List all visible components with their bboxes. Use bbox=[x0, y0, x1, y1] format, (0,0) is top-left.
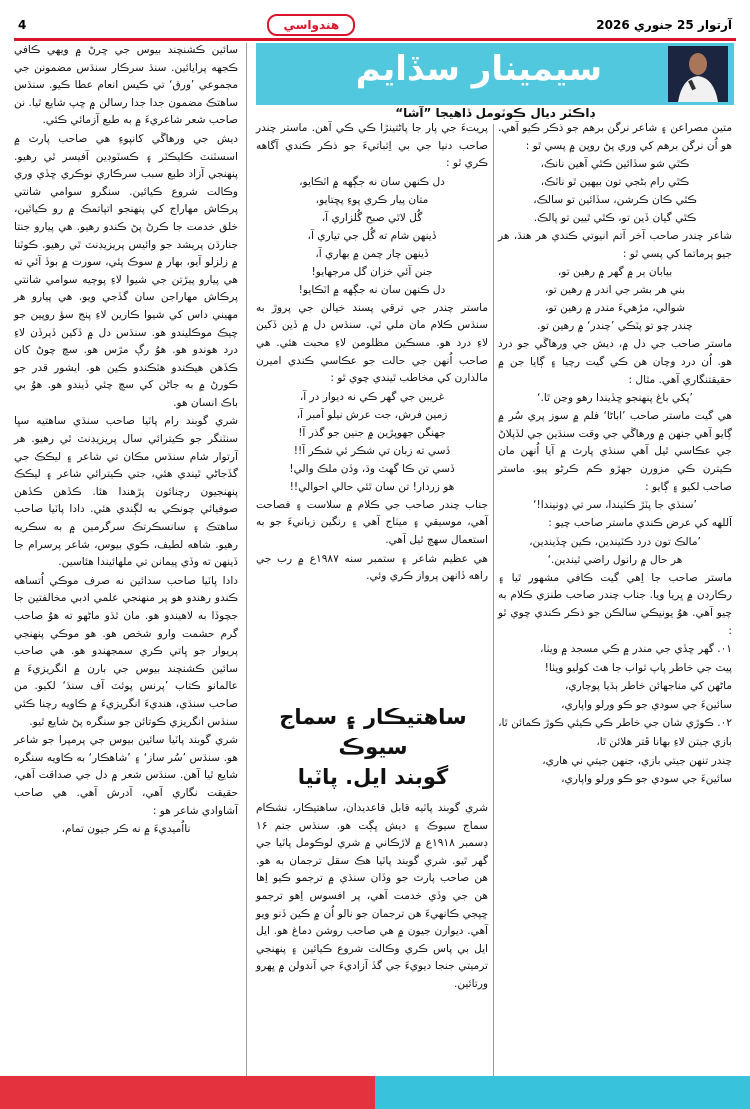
column-right bbox=[498, 120, 732, 790]
verse-line: ڪٿي رام بڻجي تون بيهين ٿو ناٽڪ، bbox=[540, 176, 690, 189]
paragraph: شاعر چندر صاحب آخر آتم انيوتي ڪندي هر هنڌ، هر جيو پرماتما کي پسي ٿو : bbox=[498, 230, 732, 260]
verse-line: دل ڪنهن سان نه جڳهه ۾ اٽڪايو! bbox=[298, 283, 446, 296]
header-rule bbox=[14, 38, 736, 41]
paragraph: ماستر چندر جي ترقي پسند خيالن جي پروڙ به سنڌس ڪلام مان ملي ٿي. سنڌس دل ۾ ڏين ڏکين لاءِ درد هو. مسڪين مظلومن لاءِ محبت هئي. هي صاحب اُنهن جي حالت جو عڪاسي ڪندي اميرن مالدارن کي مخاطب ٿيندي چوي ٿو : bbox=[256, 301, 488, 385]
verse-line: دل ڪنهن سان نه جڳهه ۾ اٽڪايو، bbox=[299, 175, 445, 188]
article-title: سيمينار سڏايم bbox=[355, 49, 602, 89]
paragraph: اَللهه کي عرض ڪندي ماستر صاحب چيو : bbox=[548, 517, 732, 530]
verse-line: بازي جيتن لاءِ بهانا ڦتر هلائن ٿا، bbox=[596, 736, 732, 749]
verse-line: شوالي، مڙهيءَ مندر ۾ رهين تو، bbox=[544, 302, 686, 315]
verse-line: ماڻهن کي مناجهائن خاطر ٻڌيا پوڄاري، bbox=[564, 680, 732, 693]
verse-line: هر حال ۾ رانول راضي ٿيندين.‘ bbox=[547, 553, 683, 566]
paragraph: شري گوبند پاٽيه قابل قاعديدان، ساهتيڪار، نشڪام سماج سيوڪ ۽ ديش ڀڳت هو. سنڌس جنم ۱۶ ڊسمبر ۱۹۱۸ع ۾ لاڙڪاني ۾ شري لوڪومل پاٽيا جي گهر ٿيو. شري گوبند پاٽيا هڪ سقل ترجمان به هو. هن صاحب پارٽ جو وڏان سنڌي ۾ ترجمو ڪيو اِها هن جي وڏي خدمت آهي، پر افسوس اِهو ترجمو ڇپجي ڪانهيءَ هن ترجمان جو نالو اُن ۾ ڪين ڏنو ويو آهي. ديوارن جيون ۾ هي صاحب روشن دماغ هو. ايل ايل بي پاس ڪري وڪالت شروع ڪيائين ۽ پنهنجي ترميتي جنجا ديويءَ جي گڏ آزاديءَ جي آندولن ۾ ڀهرو ورتائين. bbox=[256, 802, 488, 990]
verse-line: چندر چو تو پٽڪي ’چندر‘ ۾ رهين تو. bbox=[537, 320, 693, 333]
verse-line: بيابان ٻر ۾ گهر ۾ رهين تو، bbox=[557, 266, 673, 279]
verse-line: هو زردار! تن سان ٿئي حالي احوالي!! bbox=[289, 480, 455, 493]
column-left bbox=[14, 42, 238, 839]
paragraph: شري گوبند پاٽيا سائين بيوس جي پرمپرا جو شاعر هو. سنڌس ’سُر ساز‘ ۽ ’شاهڪار‘ به ڪاويه سنگره شايع ٿيا آهن. سنڌس شعر ۾ دل جي صداقت آهي، حقيقت نگاري آهي، آدرش آهي. هي صاحب آشاوادي شاعر هو : bbox=[14, 734, 238, 817]
verse-line: ’پکي باغ پنهنجو ڇڏيندا رهو وڃن ٿا.‘ bbox=[537, 392, 693, 405]
article-byline: ڊاڪٽر ديال ڪوٽومل ڏاهيجا ”آشا“ bbox=[395, 106, 595, 120]
paragraph: جناب چندر صاحب جي ڪلام ۾ سلاست ۽ فصاحت آهي، موسيقي ۽ ميٺاج آهي ۽ رنگين زبانيءَ جو به استعمال سهڄ ٿيل آهي. bbox=[256, 498, 488, 546]
verse-line: جهنگن جهوپڙين ۾ جنين جو گذر آ! bbox=[298, 426, 446, 439]
masthead-logo: هندواسي bbox=[267, 14, 355, 36]
verse-line: ڏسي ته زبان تي شڪر ئي شڪر آ!! bbox=[293, 444, 451, 457]
verse-line: ۰۲. ڪوڙي شان جي خاطر ڪي ڪيئي ڪوڙ ڪمائن ٿا، bbox=[498, 717, 732, 730]
verse-line: ’مالڪ تون درد ڪٽيندين، ڪين ڇڏيندين، bbox=[529, 535, 701, 548]
verse-line: ڪٿي گيان ڏين تو، ڪٿي ٿيين تو پالڪ. bbox=[533, 212, 697, 225]
footer-bar bbox=[0, 1076, 750, 1109]
verse-line: بني هر بشر جي اندر ۾ رهين تو، bbox=[544, 284, 686, 297]
verse-line: غريبن جي گهر ڪي نه ديوار در آ، bbox=[299, 390, 445, 403]
paragraph: شري گوبند رام پاٽيا صاحب سنڌي ساهتيه سڀا سنٽنگر جو ڪيترائي سال پريزيڊنٽ ٿي رهيو. هر آرتوار شام سنڌس مڪان تي شاعر ۽ ليڪڪ جي گڏجاڻي ٿيندي هئي، جتي ڪيترائي شاعر ۽ ليڪڪ پنهنجيون رچنائون پڙهندا هئا. ڪڏهن ڪڏهن صوفيائي چونڪي به لڳندي هئي. دادا پاٽيا صاحب ساهتڪ ۽ سانسڪرتڪ سرگرمين ۾ به سڪريه رهيو. شاهه لطيف، ڪوي بيوس، شاعر پرسرام جا ڏينهن ته وڏي پيمانن تي ملهائيندا هئاسين. bbox=[14, 415, 238, 569]
paragraph: پريتءَ جي پار جا پاڻتينڙا ڪي ڪي آهن. ماستر چندر صاحب دنيا جي بي اِثباتيءَ جو ذڪر ڪندي آگاهه ڪري ٿو : bbox=[256, 122, 488, 170]
verse-line: ڏينهن چار چمن ۾ بهاري آ، bbox=[315, 247, 429, 260]
paragraph: هي گيت ماستر صاحب ’اباڻا‘ فلم ۾ سوز پري سُر ۾ ڳايو آهي جنهن ۾ ورهاڱي جي وقت سنڌين جي لڏپلاڻ جي عڪاسي ٿيل آهي سنڌي پارٽ ۾ آيا اُنهن مان ڪيترن ڪي مزورن جهڙو ڪم ڪرڻو پيو. ماستر صاحب لکيو ۽ ڳايو : bbox=[498, 410, 732, 493]
paragraph: سائين ڪشنچند بيوس جي ڇرڻ ۾ ويهي ڪافي ڪجهه پرايائين. سنڌ سرڪار سنڌس مضمونن جي مجموعي ’ورق‘ تي ڪيس انعام عطا ڪيو. سنڌس ساهتڪ مضمون جدا جدا رسالن ۾ ڇپ شايع ٿيا. نن صاحب شعر شاعريءَ ۾ به طبع آزمائي ڪئي. bbox=[14, 44, 238, 127]
top-bar bbox=[14, 14, 736, 36]
paragraph: ماستر صاحب جا اِهي گيت ڪافي مشهور ٿيا ۽ رڪارڊن ۾ ڀريا ويا. جناب چندر صاحب طنزي ڪلام به چيو آهي. هوُ يونيڪي سالڪن جو ذڪر ڪندي چوي ٿو : bbox=[498, 571, 732, 637]
subarticle-heading-line: ساهتيڪار ۽ سماج bbox=[279, 705, 467, 729]
paragraph: هي عظيم شاعر ۽ ستمبر سنه ۱۹۸۷ع ۾ رب جي راهه ڏانهن پرواز ڪري وئي. bbox=[256, 552, 488, 583]
verse-line: ڏسي تن ڪا گهٽ وڌ، وڏن ملڪ والي! bbox=[289, 462, 455, 475]
article-banner bbox=[256, 43, 734, 105]
column-middle-lower bbox=[256, 800, 488, 995]
paragraph: ديش جي ورهاڱي کانپوءِ هي صاحب پارٽ ۾ اسسٽنٽ ڪليڪٽر ۽ ڪسٽوڊين آفيسر ٿي رهيو. پنهنجي آزاد طبع سبب سرڪاري نوڪري ڇڏي وري وڪالت شروع ڪيائين. سنگرو سوامي شانتي پرڪاش مهاراج کي پنهنجو اتپاتمڪ ۾ رو ڪيائين، خلق خدمت جا ڪرڻ پڻ ڪندو رهيو. هي پيارو جنتا جنارڌن پريشد جو وائيس پريزيڊنٽ ٿي رهيو. ڪوٽنا ۾ زلزلو آيو، بهار ۾ سوڪ پئي، سورت ۾ بوڏ آئي ته هي پيارو پيڙتن جي شيوا لاءِ پوڄيه سوامي شانتي پرڪاش مهاراجن سان گڏجي ويو. هي پيارو هر مهيني داس کي شيوا ڪارين لاءِ پنج سؤ روپين جو چيڪ موڪليندو هو. سنڌس دل ۾ ڏکين ڏيرڏن لاءِ درد هوندو هو. هوُ رڳ مڙس هو. سچ چوڻ کان ڪڏهن هيڪندو هٽڪندو ڪين هو. ايشور قدر جو ڪورڻ ۾ به جاڻن کي سچ چئي ڏيندو هو. هوُ بي باڪ انسان هو. bbox=[14, 132, 238, 409]
issue-date: آرتوار 25 جنوري 2026 bbox=[596, 18, 732, 32]
verse-line: چندر تنهن جيتي بازي، جنهن جيتي ني هاري، bbox=[542, 754, 732, 767]
paragraph: ماستر صاحب جي دل ۾، ديش جي ورهاڱي جو درد هو. اُن درد وچان هن ڪي گيت رچيا ۽ ڳايا جن ۾ حقيقتنگاري آهي. مثال : bbox=[498, 338, 732, 386]
verse-line: نااُميديءَ ۾ نه ڪر جيون تمام، bbox=[61, 823, 191, 836]
column-divider bbox=[493, 124, 494, 1084]
subarticle-heading-line: سيوڪ bbox=[338, 735, 408, 759]
verse-line: متان پيار ڪري پوءِ پڇتايو، bbox=[315, 193, 429, 206]
verse-line: سائينءَ جي سودي جو ڪو ورلو واپاري، bbox=[561, 773, 732, 786]
verse-line: ڪٿي ڪان ڪرشن، سڏائين تو سالڪ، bbox=[533, 194, 697, 207]
verse-line: گُل لاٿي صبح گُلزاري آ، bbox=[321, 211, 423, 224]
verse-line: ۰۱. گهر ڇڏي جي مندر ۾ ڪي مسجد ۾ ويٺا، bbox=[539, 643, 732, 656]
verse-line: ڏينهن شام ته گُل جي تياري آ، bbox=[307, 229, 437, 242]
footer-bar-red bbox=[0, 1076, 375, 1109]
verse-line: ’سنڌي جا پٽڙ ڪٽيندا، سر تي ڍونيندا!‘ bbox=[533, 499, 697, 512]
verse-line: سائينءَ جي سودي جو ڪو ورلو واپاري، bbox=[561, 698, 732, 711]
verse-line: ڪٿي شو سڏائين ڪٿي آهين نانڪ، bbox=[540, 158, 690, 171]
column-middle bbox=[256, 120, 488, 587]
subarticle-heading bbox=[258, 702, 488, 792]
verse-line: پيٽ جي خاطر پاپ ثواب جا هٽ کوليو ويٺا! bbox=[544, 661, 732, 674]
author-photo bbox=[668, 46, 728, 102]
column-divider bbox=[246, 43, 247, 1083]
paragraph: متين مصراعن ۽ شاعر نرگن برهم جو ذڪر ڪيو آهي. هو اُن نرگن برهم کي وري پڻ روپن ۾ پسي ٿو : bbox=[498, 122, 732, 152]
paragraph: دادا پاٽيا صاحب سدائين نه صرف موڪي اُتساهه ڪندو رهندو هو پر منهنجي علمي ادبي مخالفتين جا جچوڏا به لاهيندو هو. مان ٿڌو ماڻهو ته هوُ صاحب گرم حشمت وارو شخص هو. هو موڪي پنهنجي پريوار جو ڀاتي ڪري سمجهندو هو. هي صاحب سائين ڪشنچند بيوس جي بارن ۾ انگريزيءَ ۾ عالمانو ڪتاب ’پرنس پوئٽ آف سنڌ‘ لکيو. من صاحب سنڌي، هنديءَ انگريزيءَ ۾ ڪاويه رچنا ڪئي سنڌس انگريزي ڪوتائن جو سنگره پڻ شايع ٿيو. bbox=[14, 574, 238, 728]
page-number: 4 bbox=[18, 18, 27, 32]
verse-line: جنن آئي خزان گل مرجهايو! bbox=[311, 265, 433, 278]
verse-line: زمين فرش، جت عرش نيلو اَمبر آ، bbox=[296, 408, 448, 421]
subarticle-author-name: گوبند ايل. پاٽيا bbox=[297, 765, 449, 789]
footer-bar-cyan bbox=[375, 1076, 750, 1109]
